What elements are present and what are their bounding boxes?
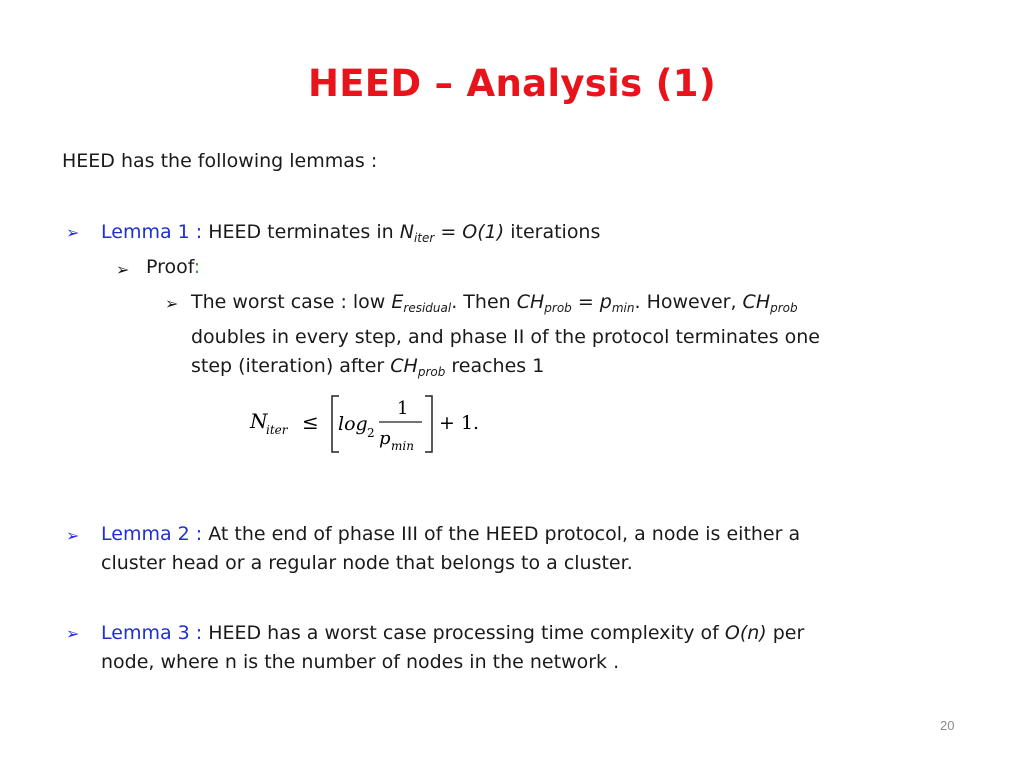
formula-lhs: N <box>250 409 268 433</box>
page-number: 20 <box>940 718 955 733</box>
proof-item <box>146 253 200 282</box>
formula-le: ≤ <box>302 410 319 434</box>
formula-denominator-sub: min <box>391 439 414 453</box>
iteration-bound-formula <box>247 390 492 455</box>
arrow-bullet-icon: ➢ <box>116 260 130 279</box>
proof-detail <box>191 288 951 387</box>
lemma-1-text-b: iterations <box>504 221 601 243</box>
lemma-2-line-1: At the end of phase III of the HEED protocol, a node is either a <box>202 523 801 545</box>
intro-text: HEED has the following lemmas : <box>62 150 378 172</box>
lemma-2-label: Lemma 2 : <box>101 523 203 545</box>
proof-colon: : <box>193 256 201 278</box>
right-bracket-icon <box>425 396 432 452</box>
proof-label: Proof <box>146 256 194 278</box>
lemma-3-line-1b: per <box>766 622 805 644</box>
lemma-1-text-a: HEED terminates in <box>202 221 400 243</box>
lemma-3-item <box>101 619 961 677</box>
formula-numerator: 1 <box>397 398 409 419</box>
arrow-bullet-icon: ➢ <box>165 294 179 313</box>
lemma-3-line-2: node, where n is the number of nodes in the network . <box>101 651 620 673</box>
n-iter-subscript: iter <box>413 231 435 245</box>
lemma-1-item <box>101 218 600 253</box>
arrow-bullet-icon: ➢ <box>66 624 80 643</box>
formula-lhs-sub: iter <box>266 423 288 437</box>
o1-symbol: O(1) <box>462 221 505 243</box>
on-symbol: O(n) <box>724 622 767 644</box>
formula-denominator: p <box>379 428 391 449</box>
lemma-3-line-1a: HEED has a worst case processing time complexity of <box>202 622 725 644</box>
lemma-2-line-2: cluster head or a regular node that belongs to a cluster. <box>101 552 633 574</box>
n-iter-symbol: N <box>399 221 414 243</box>
formula-log-sub: 2 <box>367 426 375 440</box>
slide-title: HEED – Analysis (1) <box>307 62 717 105</box>
arrow-bullet-icon: ➢ <box>66 526 80 545</box>
equals-sign: = <box>434 221 463 243</box>
lemma-1-label: Lemma 1 : <box>101 221 203 243</box>
lemma-3-label: Lemma 3 : <box>101 622 203 644</box>
formula-log: log <box>338 413 368 435</box>
lemma-2-item <box>101 520 961 578</box>
proof-detail-line-3: step (iteration) after $CH_{prob}$ reaches 1 <box>191 355 545 379</box>
proof-detail-line-2: doubles in every step, and phase II of the protocol terminates one <box>191 326 820 348</box>
arrow-bullet-icon: ➢ <box>66 223 80 242</box>
formula-plus-one: + 1. <box>439 412 480 434</box>
proof-detail-line-1: The worst case : low $E_{residual}$. Then $CH_{prob} = p_{min}$. However, $CH_{prob}$ <box>191 291 798 315</box>
